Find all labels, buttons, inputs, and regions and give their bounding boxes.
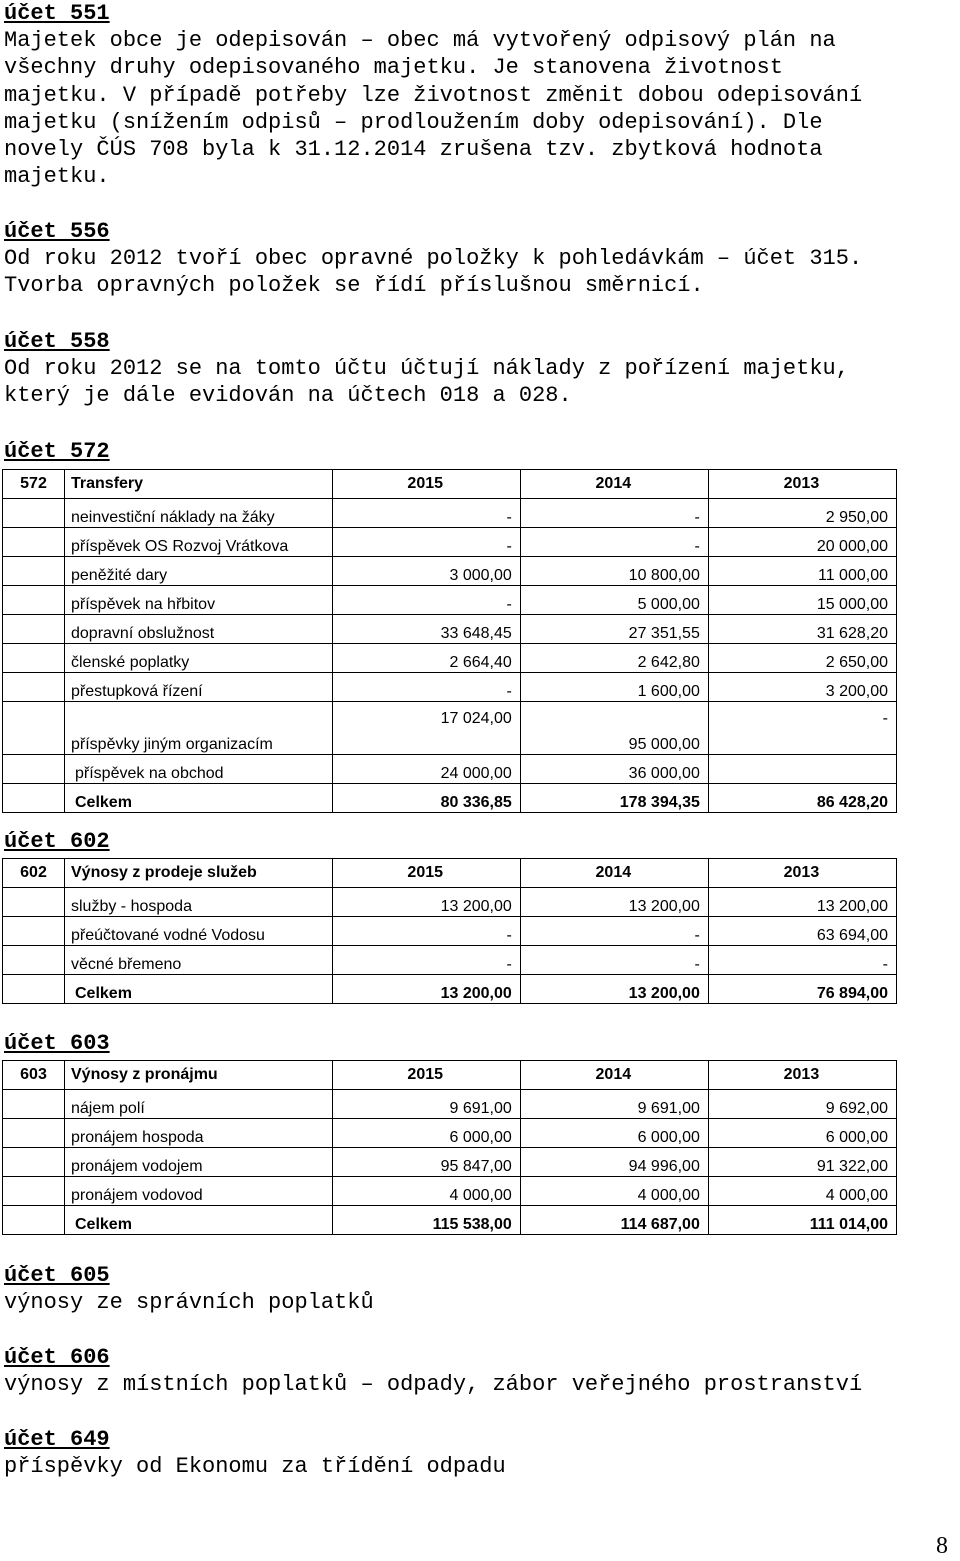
row-label: služby - hospoda xyxy=(65,888,333,917)
section-heading: účet 558 xyxy=(4,329,110,354)
year-header: 2014 xyxy=(520,859,708,888)
table-title: Výnosy z prodeje služeb xyxy=(65,859,333,888)
cell-value: 6 000,00 xyxy=(708,1119,896,1148)
total-label: Celkem xyxy=(65,1206,333,1235)
cell-value: 9 691,00 xyxy=(332,1090,520,1119)
table-603 xyxy=(2,1060,897,1235)
total-value: 76 894,00 xyxy=(708,975,896,1004)
total-value: 114 687,00 xyxy=(520,1206,708,1235)
table-row xyxy=(3,755,897,784)
text-line: majetku. V případě potřeby lze životnost změnit dobou odepisování xyxy=(4,82,863,108)
table-header-row xyxy=(3,470,897,499)
total-value: 13 200,00 xyxy=(332,975,520,1004)
total-label: Celkem xyxy=(65,784,333,813)
row-label: pronájem vodovod xyxy=(65,1177,333,1206)
section-556 xyxy=(4,218,958,300)
cell-value: 4 000,00 xyxy=(332,1177,520,1206)
cell-value: 36 000,00 xyxy=(520,755,708,784)
cell-value: - xyxy=(332,673,520,702)
cell-value: - xyxy=(332,946,520,975)
section-heading: účet 605 xyxy=(4,1263,110,1288)
year-header: 2014 xyxy=(520,1061,708,1090)
row-label: příspěvek na hřbitov xyxy=(65,586,333,615)
cell-value: 20 000,00 xyxy=(708,528,896,557)
section-572 xyxy=(4,438,958,465)
account-code: 602 xyxy=(3,859,65,888)
cell-value: 31 628,20 xyxy=(708,615,896,644)
text-line: Majetek obce je odepisován – obec má vytvořený odpisový plán na xyxy=(4,28,836,53)
table-row xyxy=(3,1177,897,1206)
row-label: přeúčtované vodné Vodosu xyxy=(65,917,333,946)
cell-value: 2 650,00 xyxy=(708,644,896,673)
cell-value: 27 351,55 xyxy=(520,615,708,644)
cell-value: - xyxy=(520,917,708,946)
section-heading: účet 606 xyxy=(4,1345,110,1370)
cell-value: - xyxy=(708,702,896,755)
page-number: 8 xyxy=(936,1533,948,1559)
table-total-row xyxy=(3,1206,897,1235)
text-line: Od roku 2012 tvoří obec opravné položky k pohledávkám – účet 315. xyxy=(4,246,863,271)
cell-value: 13 200,00 xyxy=(332,888,520,917)
cell-value: 3 200,00 xyxy=(708,673,896,702)
year-header: 2013 xyxy=(708,470,896,499)
account-code: 572 xyxy=(3,470,65,499)
cell-value: 33 648,45 xyxy=(332,615,520,644)
table-row xyxy=(3,499,897,528)
cell-value: - xyxy=(520,499,708,528)
total-value: 13 200,00 xyxy=(520,975,708,1004)
cell-value: - xyxy=(520,946,708,975)
year-header: 2015 xyxy=(332,470,520,499)
section-649 xyxy=(4,1426,958,1480)
text-line: Od roku 2012 se na tomto účtu účtují náklady z pořízení majetku, xyxy=(4,356,849,381)
cell-value: 10 800,00 xyxy=(520,557,708,586)
table-row xyxy=(3,644,897,673)
year-header: 2014 xyxy=(520,470,708,499)
table-title: Transfery xyxy=(65,470,333,499)
year-header: 2015 xyxy=(332,859,520,888)
table-title: Výnosy z pronájmu xyxy=(65,1061,333,1090)
cell-value: 2 950,00 xyxy=(708,499,896,528)
text-line: Tvorba opravných položek se řídí příslušnou směrnicí. xyxy=(4,273,704,299)
table-row xyxy=(3,586,897,615)
section-558 xyxy=(4,328,958,410)
table-row xyxy=(3,557,897,586)
table-572 xyxy=(2,469,897,813)
cell-value: 3 000,00 xyxy=(332,557,520,586)
section-551 xyxy=(4,0,958,191)
table-header-row xyxy=(3,859,897,888)
cell-value: 94 996,00 xyxy=(520,1148,708,1177)
cell-value: 91 322,00 xyxy=(708,1148,896,1177)
table-total-row xyxy=(3,975,897,1004)
year-header: 2013 xyxy=(708,1061,896,1090)
section-heading: účet 572 xyxy=(4,439,110,464)
section-heading: účet 551 xyxy=(4,1,110,26)
row-label: nájem polí xyxy=(65,1090,333,1119)
row-label: pronájem hospoda xyxy=(65,1119,333,1148)
cell-value: - xyxy=(332,917,520,946)
cell-value: 6 000,00 xyxy=(332,1119,520,1148)
row-label: příspěvek OS Rozvoj Vrátkova xyxy=(65,528,333,557)
section-605 xyxy=(4,1262,958,1316)
cell-value: - xyxy=(332,586,520,615)
row-label: přestupková řízení xyxy=(65,673,333,702)
table-row xyxy=(3,1090,897,1119)
total-value: 80 336,85 xyxy=(332,784,520,813)
table-602 xyxy=(2,858,897,1004)
table-row xyxy=(3,673,897,702)
cell-value: 6 000,00 xyxy=(520,1119,708,1148)
cell-value: - xyxy=(332,499,520,528)
table-row xyxy=(3,1148,897,1177)
cell-value: 4 000,00 xyxy=(708,1177,896,1206)
section-heading: účet 649 xyxy=(4,1427,110,1452)
text-line: majetku. xyxy=(4,164,110,190)
section-606 xyxy=(4,1344,958,1398)
table-total-row xyxy=(3,784,897,813)
table-row xyxy=(3,888,897,917)
section-text xyxy=(4,27,958,191)
cell-value: - xyxy=(708,946,896,975)
cell-value: 1 600,00 xyxy=(520,673,708,702)
row-label: členské poplatky xyxy=(65,644,333,673)
cell-value: 4 000,00 xyxy=(520,1177,708,1206)
section-text: výnosy z místních poplatků – odpady, zábor veřejného prostranství xyxy=(4,1372,863,1397)
section-heading: účet 556 xyxy=(4,219,110,244)
cell-value: - xyxy=(520,528,708,557)
cell-value xyxy=(708,755,896,784)
cell-value: 5 000,00 xyxy=(520,586,708,615)
cell-value: 24 000,00 xyxy=(332,755,520,784)
cell-value: 9 692,00 xyxy=(708,1090,896,1119)
text-line: novely ČÚS 708 byla k 31.12.2014 zrušena tzv. zbytková hodnota xyxy=(4,137,823,163)
section-heading: účet 602 xyxy=(4,829,110,854)
table-row xyxy=(3,528,897,557)
total-label: Celkem xyxy=(65,975,333,1004)
cell-value: 13 200,00 xyxy=(520,888,708,917)
cell-value: 17 024,00 xyxy=(332,702,520,755)
row-label: pronájem vodojem xyxy=(65,1148,333,1177)
section-heading: účet 603 xyxy=(4,1031,110,1056)
row-label: peněžité dary xyxy=(65,557,333,586)
total-value: 111 014,00 xyxy=(708,1206,896,1235)
table-header-row xyxy=(3,1061,897,1090)
year-header: 2013 xyxy=(708,859,896,888)
text-line: majetku (snížením odpisů – prodloužením doby odepisování). Dle xyxy=(4,109,823,135)
cell-value: 95 847,00 xyxy=(332,1148,520,1177)
cell-value: 95 000,00 xyxy=(520,702,708,755)
text-line: všechny druhy odepisovaného majetku. Je stanovena životnost xyxy=(4,55,783,81)
row-label: dopravní obslužnost xyxy=(65,615,333,644)
section-text xyxy=(4,355,958,410)
year-header: 2015 xyxy=(332,1061,520,1090)
section-602 xyxy=(4,828,958,855)
row-label: příspěvky jiným organizacím xyxy=(65,702,333,755)
section-text: výnosy ze správních poplatků xyxy=(4,1290,374,1315)
table-row xyxy=(3,702,897,755)
row-label: příspěvek na obchod xyxy=(65,755,333,784)
table-row xyxy=(3,946,897,975)
cell-value: 13 200,00 xyxy=(708,888,896,917)
section-text xyxy=(4,245,958,300)
cell-value: 15 000,00 xyxy=(708,586,896,615)
section-603 xyxy=(4,1030,958,1057)
cell-value: 9 691,00 xyxy=(520,1090,708,1119)
cell-value: 2 664,40 xyxy=(332,644,520,673)
cell-value: 11 000,00 xyxy=(708,557,896,586)
table-row xyxy=(3,615,897,644)
row-label: neinvestiční náklady na žáky xyxy=(65,499,333,528)
total-value: 178 394,35 xyxy=(520,784,708,813)
cell-value: 63 694,00 xyxy=(708,917,896,946)
table-row xyxy=(3,1119,897,1148)
total-value: 115 538,00 xyxy=(332,1206,520,1235)
section-text: příspěvky od Ekonomu za třídění odpadu xyxy=(4,1454,506,1479)
cell-value: - xyxy=(332,528,520,557)
row-label: věcné břemeno xyxy=(65,946,333,975)
cell-value: 2 642,80 xyxy=(520,644,708,673)
account-code: 603 xyxy=(3,1061,65,1090)
table-row xyxy=(3,917,897,946)
total-value: 86 428,20 xyxy=(708,784,896,813)
text-line: který je dále evidován na účtech 018 a 028. xyxy=(4,383,572,409)
